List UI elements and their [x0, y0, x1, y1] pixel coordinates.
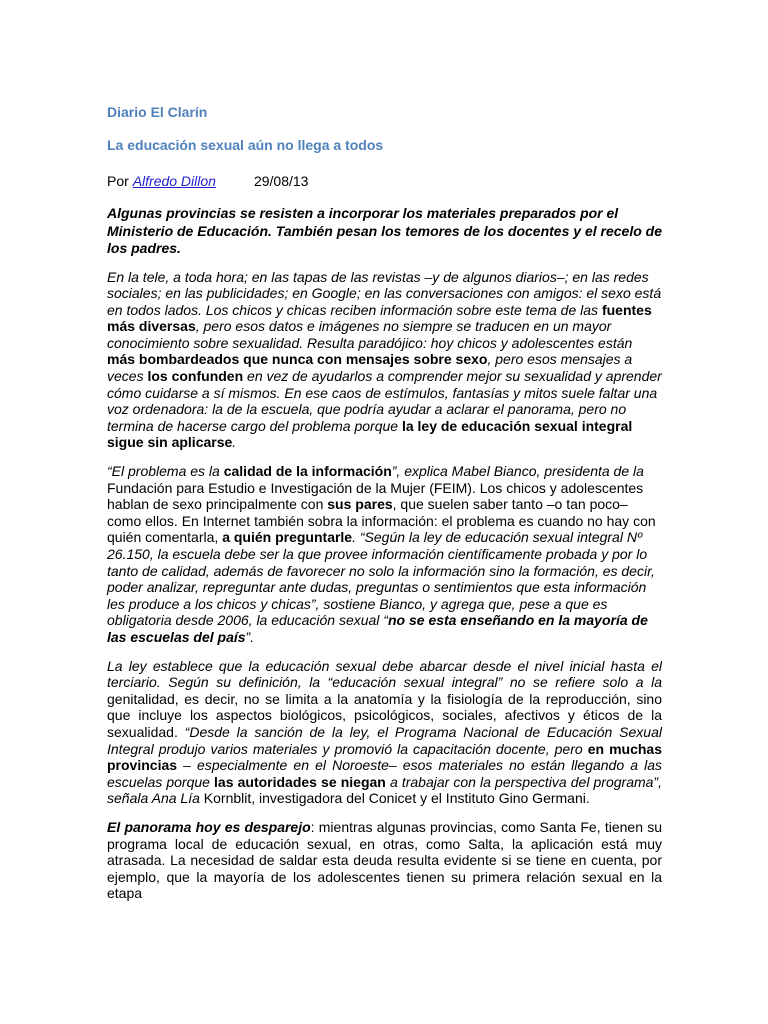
- bold-run: las autoridades se niegan: [214, 773, 386, 790]
- bold-run: los confunden: [147, 368, 244, 385]
- bold-run: en muchas provincias: [107, 740, 662, 774]
- text-run: a trabajar con la perspectiva del programa”, señala Ana Lía: [107, 773, 662, 807]
- text-run: . “Según la ley de educación sexual integral Nº 26.150, la escuela debe ser la que provee información científicamente probada y por lo tanto de calidad, además de favorecer no solo la información sino la formación, es decir, poder analizar, repreguntar ante dudas, preguntas o sentimientos que esta información les: [107, 529, 655, 612]
- text-run: “El problema es la: [107, 463, 224, 480]
- bold-run: más bombardeados que nunca con mensajes sobre sexo: [107, 351, 488, 368]
- paragraph-4: [107, 819, 662, 902]
- text-run: “Desde la sanción de la ley, el Programa Nacional de Educación Sexual Integral produjo varios materiales y promovió la capacitación docente, pero: [107, 723, 662, 757]
- article-lead: Algunas provincias se resisten a incorporar los materiales preparados por el Ministerio de Educación. También pesan los temores de los docentes y el recelo de los padres.: [107, 205, 662, 256]
- text-run: ”, explica Mabel Bianco, presidenta de la: [391, 463, 644, 480]
- article-headline: La educación sexual aún no llega a todos: [107, 137, 384, 153]
- text-run: , que suelen saber tanto –o tan poco– como ellos. En Internet también sobra la información: el problema es cuando no hay con quién comentarla,: [107, 496, 656, 546]
- bold-run: a quién preguntarle: [222, 529, 353, 546]
- text-run: produce a los chicos y chicas”, sostiene Bianco, y agrega que, pese a que es obligatoria desde 2006, la educación sexual “: [107, 595, 608, 629]
- paragraph-1: [107, 269, 662, 452]
- document-page: [107, 102, 662, 902]
- paragraph-2: [107, 463, 662, 646]
- text-run: , pero esos mensajes a veces: [107, 351, 633, 385]
- paragraph-3: [107, 658, 662, 807]
- text-run: genitalidad, es decir, no se limita a la anatomía y la fisiología de la reproducción, sino que incluye los aspectos biológicos, psicológicos, sociales, afectivos y éticos de la sexualidad.: [107, 690, 662, 740]
- author-link[interactable]: Alfredo Dillon: [132, 173, 216, 189]
- bold-run: calidad de la información: [223, 463, 392, 480]
- text-run: en vez de ayudarlos a comprender mejor su sexualidad y aprender cómo cuidarse a sí mismos. En ese caos de estímulos, fantasías y mitos suele faltar una voz ordenadora: la de la escuela, que podría ayudar a aclarar el panorama, pero no termina de hacerse cargo del problema porque: [107, 368, 662, 434]
- bold-run: no se esta enseñando en la mayoría de las escuelas del país: [107, 612, 648, 645]
- newspaper-name: Diario El Clarín: [107, 104, 208, 120]
- bold-run: sus pares: [327, 496, 393, 513]
- article-date: 29/08/13: [253, 173, 309, 189]
- byline-prefix: Por: [107, 173, 133, 189]
- text-run: Fundación para Estudio e Investigación de la Mujer (FEIM). Los chicos y adolescentes hablan de sexo principalmente con: [107, 479, 644, 513]
- text-run: ”.: [245, 628, 255, 645]
- text-run: , pero esos datos e imágenes no siempre se traducen en un mayor conocimiento sobre sexualidad. Resulta paradójico: hoy chicos y adolescentes están: [107, 318, 633, 351]
- bold-run: El panorama hoy es desparejo: [107, 818, 311, 835]
- text-run: Kornblit, investigadora del Conicet y el Instituto Gino Germani.: [203, 790, 590, 807]
- text-run: En la tele, a toda hora; en las tapas de las revistas –y de algunos diarios–; en las redes sociales; en las publicidades; en Google; en las conversaciones con amigos: el sexo está en todos lados. Los chicos y chicas reciben información sobre este tema de las: [107, 268, 662, 318]
- bold-run: fuentes más diversas: [107, 301, 652, 335]
- text-run: : mientras algunas provincias, como Santa Fe, tienen su programa local de educación sexual, en otras, como Salta, la aplicación está muy atrasada. La necesidad de saldar esta deuda resulta evidente si se tiene en cuenta, por ejemplo, que la mayoría de los adolescentes tienen su primera relación sexual en la etapa: [107, 818, 662, 902]
- bold-run: la ley de educación sexual integral sigue sin aplicarse: [107, 417, 633, 451]
- text-run: .: [232, 434, 237, 451]
- byline: [107, 171, 662, 191]
- text-run: La ley establece que la educación sexual debe abarcar desde el nivel inicial hasta el terciario. Según su definición, la “educación sexual integral” no se refiere solo a la: [107, 657, 662, 691]
- text-run: – especialmente en el Noroeste– esos materiales no están llegando a las escuelas porque: [107, 757, 662, 790]
